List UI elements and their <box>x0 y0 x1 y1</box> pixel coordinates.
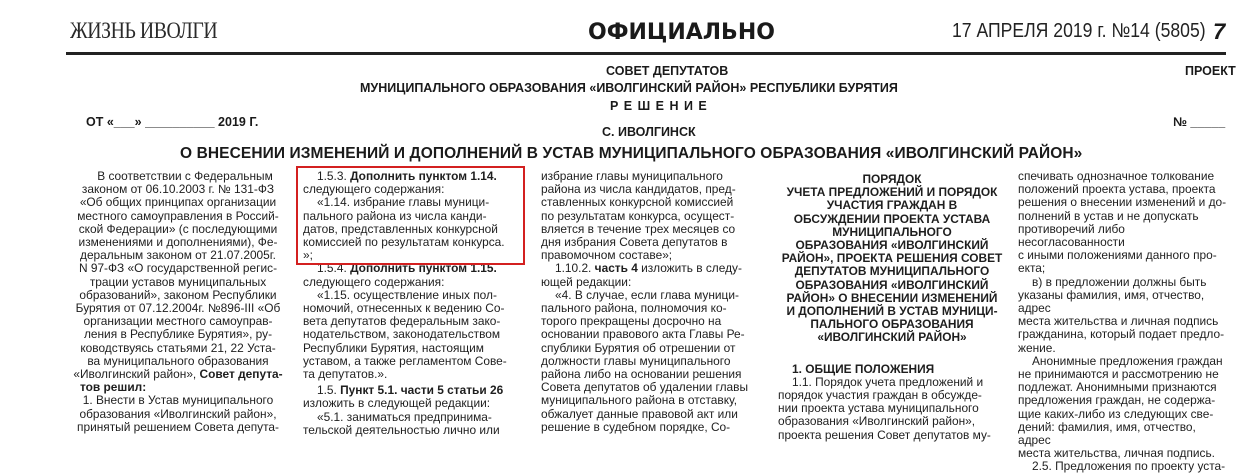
col3-line: «4. В случае, если глава муници- <box>555 287 739 302</box>
col3-line: ющей редакции: <box>541 274 632 289</box>
col1-bold-tail: Совет депута- <box>199 367 283 382</box>
clause-text: следующего содержания: <box>303 274 445 289</box>
col5-line: противоречий либо несогласованности <box>1018 221 1125 250</box>
col3-line: муниципального района в отставку, <box>541 393 738 408</box>
col5-line: в) в предложении должны быть <box>1032 274 1207 289</box>
col4-line: нии проекта устава муниципального <box>778 401 979 416</box>
procedure-heading-line: УЧАСТИЯ ГРАЖДАН В <box>826 198 958 213</box>
procedure-heading-line: «ИВОЛГИНСКИЙ РАЙОН» <box>817 330 967 345</box>
column-3 <box>541 170 766 434</box>
column-5 <box>1018 170 1230 474</box>
col1-line: В соответствии с Федеральным <box>97 169 273 183</box>
col1-line: образований», законом Республики <box>79 287 277 302</box>
col3-line: Совета депутатов об удалении главы <box>541 380 748 395</box>
col5-line: Анонимные предложения граждан <box>1032 353 1223 368</box>
quote-line: «1.14. избрание главы муници- <box>317 195 490 210</box>
procedure-heading-line: И ДОПОЛНЕНИЙ В УСТАВ МУНИЦИ- <box>786 304 998 319</box>
quote-line: Республики Бурятия, настоящим <box>303 340 484 355</box>
procedure-heading-line: ДЕПУТАТОВ МУНИЦИПАЛЬНОГО <box>794 264 990 279</box>
highlight-box <box>296 166 525 265</box>
col5-line: полнений в устав и не допускать <box>1018 208 1199 223</box>
procedure-heading-line: ОБРАЗОВАНИЯ «ИВОЛГИНСКИЙ <box>795 238 989 253</box>
clause-bold: Дополнить пунктом 1.14. <box>350 169 497 183</box>
col3-line: решение в судебном порядке, Со- <box>541 419 731 434</box>
col5-line: щие каких-либо из следующих све- <box>1018 406 1214 421</box>
col5-line: положений проекта устава, проекта <box>1018 182 1216 197</box>
quote-line: «5.1. заниматься предпринима- <box>317 409 492 424</box>
col1-line: ководствуясь статьями 21, 22 Уста- <box>80 340 276 355</box>
col3-line: торого прекращены досрочно на <box>541 314 722 329</box>
column-1 <box>66 170 290 434</box>
col4-line: 1.1. Порядок учета предложений и <box>792 374 984 389</box>
col1-line: деральным законом от 21.07.2005г. <box>80 248 276 263</box>
council-line-1: СОВЕТ ДЕПУТАТОВ <box>606 64 729 78</box>
col5-line: жение. <box>1018 340 1056 355</box>
col3-line: основании правового акта Главы Ре- <box>541 327 745 342</box>
quote-line: »; <box>303 248 313 263</box>
clause-number: 1.5. <box>317 383 341 398</box>
quote-line: та депутатов.». <box>303 367 388 382</box>
clause-number: 1.5.3. <box>317 169 351 183</box>
procedure-heading-line: ПОРЯДОК <box>862 172 922 186</box>
col3-line: района из числа кандидатов, пред- <box>541 182 736 197</box>
section-title: ОФИЦИАЛЬНО <box>588 20 775 45</box>
col1-line: ления в Республике Бурятия», ру- <box>83 327 273 342</box>
col5-line: 2.5. Предложения по проекту уста- <box>1032 459 1226 474</box>
col5-line: спечивать однозначное толкование <box>1018 169 1215 183</box>
procedure-heading-line: УЧЕТА ПРЕДЛОЖЕНИЙ И ПОРЯДОК <box>786 185 998 200</box>
col1-line: N 97-ФЗ «О государственной регис- <box>78 261 278 276</box>
decision-label: Р Е Ш Е Н И Е <box>610 99 708 113</box>
col1-line: организации местного самоуправ- <box>83 314 273 329</box>
clause-number: 1.5.4. <box>317 261 351 276</box>
col5-line: места жительства и личная подпись <box>1018 314 1219 329</box>
procedure-heading-line: ОБРАЗОВАНИЯ «ИВОЛГИНСКИЙ <box>795 277 989 292</box>
clause-text: следующего содержания: <box>303 182 445 197</box>
col3-line: района либо на основании решения <box>541 367 742 382</box>
quote-line: «1.15. осуществление иных пол- <box>317 287 497 302</box>
procedure-heading-line: ОБСУЖДЕНИИ ПРОЕКТА УСТАВА <box>793 211 991 226</box>
clause-bold: часть 4 <box>594 261 638 276</box>
col4-line: образования «Иволгинский район», <box>778 414 976 429</box>
col5-line: екта; <box>1018 261 1046 276</box>
quote-line: номочий, отнесенных к ведению Со- <box>303 301 505 316</box>
col5-line: гражданина, который подает предло- <box>1018 327 1225 342</box>
quote-line: вета депутатов федеральным зако- <box>303 314 501 329</box>
col1-line: ской Федерации» (с последующими <box>78 221 278 236</box>
place-name: С. ИВОЛГИНСК <box>602 125 696 139</box>
col1-line: законом от 06.10.2003 г. № 131-ФЗ <box>81 182 275 197</box>
col1-line: Бурятия от 07.12.2004г. №896-III «Об <box>75 301 281 316</box>
newspaper-name: ЖИЗНЬ ИВОЛГИ <box>70 18 218 43</box>
col1-line: принятый решением Совета депута- <box>77 419 279 434</box>
col1-line: трации уставов муниципальных <box>89 274 267 289</box>
document-title: О ВНЕСЕНИИ ИЗМЕНЕНИЙ И ДОПОЛНЕНИЙ В УСТАВ МУНИЦИПАЛЬНОГО ОБРАЗОВАНИЯ «ИВОЛГИНСКИЙ РАЙОН» <box>180 145 1083 162</box>
quote-line: нодательством, законодательством <box>303 327 501 342</box>
col5-line: с иными положениями данного про- <box>1018 248 1217 263</box>
col5-line: указаны фамилия, имя, отчество, адрес <box>1018 287 1205 316</box>
col3-line: ставленных конкурсной комиссией <box>541 195 734 210</box>
col1-line: 1. Внести в Устав муниципального <box>82 393 274 408</box>
quote-line: уставом, а также регламентом Сове- <box>303 353 507 368</box>
col1-line: «Об общих принципах организации <box>79 195 277 210</box>
decision-date: ОТ «___» __________ 2019 Г. <box>86 115 259 129</box>
quote-line: пального района из числа канди- <box>303 208 487 223</box>
col3-line: пального района, полномочия ко- <box>541 301 727 316</box>
procedure-heading-line: МУНИЦИПАЛЬНОГО <box>832 224 952 239</box>
quote-line: комиссией по результатам конкурса. <box>303 235 505 250</box>
decision-number: № _____ <box>1173 115 1226 129</box>
quote-line: датов, представленных конкурсной <box>303 221 498 236</box>
clause-bold: Дополнить пунктом 1.15. <box>350 261 497 276</box>
clause-number: 1.10.2. <box>555 261 595 276</box>
draft-label: ПРОЕКТ <box>1185 64 1236 78</box>
col1-line: местного самоуправления в Россий- <box>77 208 279 223</box>
col5-line: подлежат. Анонимными признаются <box>1018 380 1217 395</box>
column-4 <box>778 173 1006 442</box>
council-line-2: МУНИЦИПАЛЬНОГО ОБРАЗОВАНИЯ «ИВОЛГИНСКИЙ РАЙОН» РЕСПУБЛИКИ БУРЯТИЯ <box>360 81 898 95</box>
quote-line: тельской деятельностью лично или <box>303 422 500 437</box>
col3-line: спублики Бурятия об отрешении от <box>541 340 736 355</box>
col1-resolved: тов решил: <box>80 380 147 395</box>
col3-line: должности главы муниципального <box>541 353 731 368</box>
col3-line: дня избрания Совета депутатов в <box>541 235 728 250</box>
col5-line: предложения граждан, не содержа- <box>1018 393 1216 408</box>
procedure-heading-line: РАЙОН» О ВНЕСЕНИИ ИЗМЕНЕНИЙ <box>786 290 998 305</box>
col4-line: проекта решения Совет депутатов му- <box>778 427 991 442</box>
col5-line: места жительства, личная подпись. <box>1018 446 1215 461</box>
procedure-heading-line: ПАЛЬНОГО ОБРАЗОВАНИЯ <box>810 317 974 332</box>
clause-bold: Пункт 5.1. части 5 статьи 26 <box>340 383 504 398</box>
col4-line: порядок участия граждан в обсужде- <box>778 388 982 403</box>
col1-line: ва муниципального образования <box>87 353 269 368</box>
page-number: 7 <box>1213 19 1226 44</box>
col5-line: решения о внесении изменений и до- <box>1018 195 1227 210</box>
procedure-heading-line: РАЙОН», ПРОЕКТА РЕШЕНИЯ СОВЕТ <box>781 251 1003 266</box>
col3-line: избрание главы муниципального <box>541 169 723 183</box>
clause-text: изложить в следу- <box>637 261 742 276</box>
col1-line: изменениями и дополнениями), Фе- <box>78 235 278 250</box>
issue-date: 17 АПРЕЛЯ 2019 г. №14 (5805) <box>952 20 1206 42</box>
col3-line: обжалует данные правовой акт или <box>541 406 738 421</box>
col5-line: не принимаются и рассмотрению не <box>1018 367 1219 382</box>
clause-1-10-2 <box>541 262 766 275</box>
header-rule <box>66 52 1226 55</box>
col1-line: образования «Иволгинский район», <box>79 406 277 421</box>
col1-line: «Иволгинский район», <box>73 367 200 382</box>
section-1-title: 1. ОБЩИЕ ПОЛОЖЕНИЯ <box>792 361 935 376</box>
col3-line: по результатам конкурса, осущест- <box>541 208 735 223</box>
col3-line: правомочном составе»; <box>541 248 673 263</box>
col3-line: вляется в течение трех месяцев со <box>541 221 736 236</box>
col5-line: дений: фамилия, имя, отчество, адрес <box>1018 419 1196 448</box>
clause-text: изложить в следующей редакции: <box>303 396 491 411</box>
